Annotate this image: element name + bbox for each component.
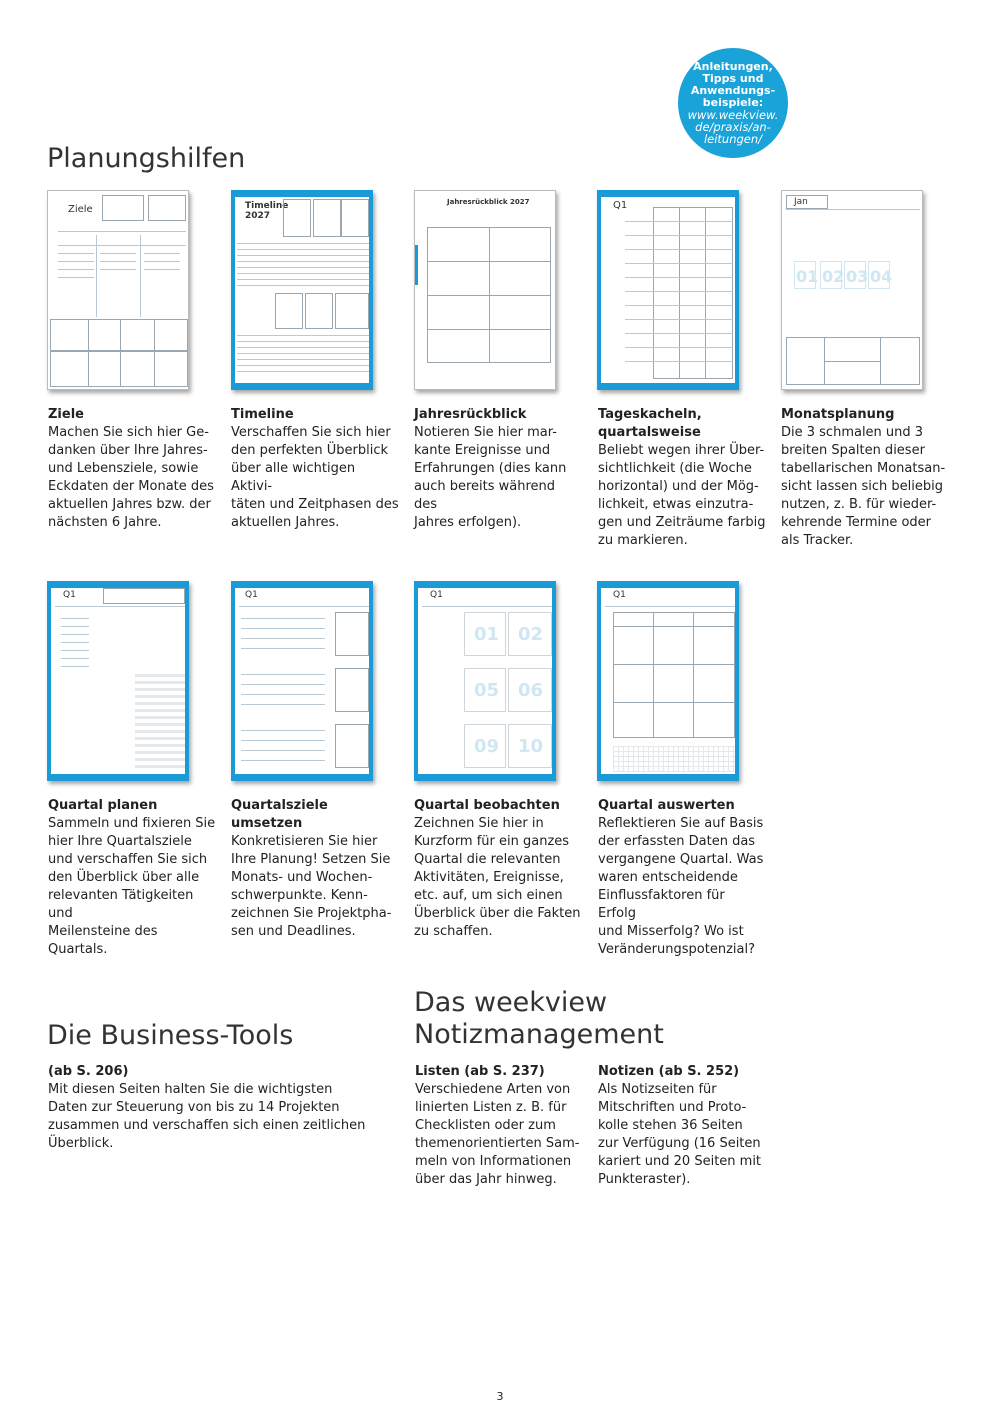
thumb-quartal-auswerten — [597, 581, 739, 781]
thumb-title: Q1 — [613, 200, 628, 211]
thumb-title: Ziele — [68, 204, 93, 215]
listen-body: Verschiedene Arten von linierten Listen z. B. für Checklisten oder zum themenorientierten Sam- meln von Informationen über das Jahr hinweg. — [415, 1082, 580, 1187]
notizen-body: Als Notizseiten für Mitschriften und Proto- kolle stehen 36 Seiten zur Verfügung (16 Seiten kariert und 20 Seiten mit Punkteraster). — [598, 1082, 762, 1187]
desc-timeline — [231, 406, 399, 532]
desc-body: Die 3 schmalen und 3 breiten Spalten dieser tabellarischen Monatsan- sicht lassen sich beliebig nutzen, z. B. für wieder- kehrende Termine oder als Tracker. — [781, 425, 946, 548]
thumb-title: Q1 — [613, 590, 626, 600]
badge-text: Anleitungen, Tipps und Anwendungs- beispiele: — [690, 60, 776, 109]
thumb-number: 02 — [822, 267, 845, 286]
desc-quartal-beobachten — [414, 797, 582, 941]
badge-link[interactable]: www.weekview. de/praxis/an- leitungen/ — [687, 108, 779, 146]
thumb-title: Q1 — [245, 590, 258, 600]
thumb-title: Timeline 2027 — [245, 201, 289, 221]
business-text — [48, 1063, 378, 1153]
thumb-number: 03 — [846, 267, 869, 286]
desc-body: Beliebt wegen ihrer Über- sichtlichkeit (die Woche horizontal) und der Mög- lichkeit, etwas einzutra- gen und Zeiträume farbig zu markieren. — [598, 443, 766, 548]
page-number: 3 — [496, 1390, 504, 1403]
desc-monatsplanung — [781, 406, 949, 550]
desc-body: Verschaffen Sie sich hier den perfekten Überblick über alle wichtigen Aktivi- täten und Zeitphasen des aktuellen Jahres. — [231, 425, 399, 530]
section-title-planungshilfen: Planungshilfen — [47, 143, 246, 174]
desc-title: Jahresrückblick — [414, 407, 527, 422]
section-title-business-tools: Die Business-Tools — [47, 1020, 294, 1051]
desc-title: Quartal auswerten — [598, 798, 735, 813]
desc-title: Ziele — [48, 407, 84, 422]
notiz-notizen — [598, 1063, 766, 1189]
thumb-number: 04 — [870, 267, 893, 286]
thumb-quartalsziele-umsetzen — [231, 581, 373, 781]
notiz-listen — [415, 1063, 583, 1189]
desc-body: Reflektieren Sie auf Basis der erfassten Daten das vergangene Quartal. Was waren entscheidende Einflussfaktoren für Erfolg und Misserfolg? Wo ist Veränderungspotenzial? — [598, 816, 764, 957]
thumb-number: 01 — [796, 267, 819, 286]
thumb-number: 01 — [474, 624, 500, 645]
desc-body: Zeichnen Sie hier in Kurzform für ein ganzes Quartal die relevanten Aktivitäten, Ereignisse, etc. auf, um sich einen Überblick über die Fakten zu schaffen. — [414, 816, 581, 939]
desc-title: Quartalsziele umsetzen — [231, 798, 328, 831]
desc-quartal-planen — [48, 797, 216, 959]
desc-body: Machen Sie sich hier Ge- danken über Ihre Jahres- und Lebensziele, sowie Eckdaten der Monate des aktuellen Jahres bzw. der nächsten 6 Jahre. — [48, 425, 214, 530]
thumb-number: 05 — [474, 680, 500, 701]
thumb-number: 09 — [474, 736, 500, 757]
desc-body: Notieren Sie hier mar- kante Ereignisse und Erfahrungen (dies kann auch bereits während des Jahres erfolgen). — [414, 425, 567, 530]
thumb-title: Jan — [794, 197, 808, 207]
thumb-jahresrueckblick — [414, 190, 556, 390]
notizen-title: Notizen (ab S. 252) — [598, 1064, 740, 1079]
section-title-notizmanagement: Das weekview Notizmanagement — [414, 987, 664, 1050]
desc-body: Konkretisieren Sie hier Ihre Planung! Setzen Sie Monats- und Wochen- schwerpunkte. Kenn- zeichnen Sie Projektpha- sen und Deadlines. — [231, 834, 392, 939]
desc-body: Sammeln und fixieren Sie hier Ihre Quartalsziele und verschaffen Sie sich den Überblick über alle relevanten Tätigkeiten und Meilensteine des Quartals. — [48, 816, 216, 957]
desc-title: Quartal beobachten — [414, 798, 560, 813]
thumb-number: 06 — [518, 680, 544, 701]
thumb-quartal-beobachten — [414, 581, 556, 781]
thumb-number: 10 — [518, 736, 544, 757]
desc-jahresrueckblick — [414, 406, 582, 532]
desc-title: Quartal planen — [48, 798, 158, 813]
desc-ziele — [48, 406, 216, 532]
desc-tageskacheln — [598, 406, 766, 550]
thumb-timeline — [231, 190, 373, 390]
thumb-tageskacheln — [597, 190, 739, 390]
thumb-title: Q1 — [430, 590, 443, 600]
business-body: Mit diesen Seiten halten Sie die wichtigsten Daten zur Steuerung von bis zu 14 Projekten zusammen und verschaffen sich einen zeitlichen Überblick. — [48, 1082, 366, 1151]
thumb-number: 02 — [518, 624, 544, 645]
thumb-monatsplanung — [781, 190, 923, 390]
listen-title: Listen (ab S. 237) — [415, 1064, 545, 1079]
desc-title: Tageskacheln, quartalsweise — [598, 407, 702, 440]
thumb-title: Jahresrückblick 2027 — [447, 198, 530, 206]
thumb-title: Q1 — [63, 590, 76, 600]
thumb-quartal-planen — [47, 581, 189, 781]
desc-title: Timeline — [231, 407, 294, 422]
desc-title: Monatsplanung — [781, 407, 895, 422]
desc-quartal-auswerten — [598, 797, 766, 959]
desc-quartalsziele-umsetzen — [231, 797, 399, 941]
instructions-badge[interactable] — [678, 48, 788, 158]
business-subtitle: (ab S. 206) — [48, 1064, 129, 1079]
thumb-ziele — [47, 190, 189, 390]
